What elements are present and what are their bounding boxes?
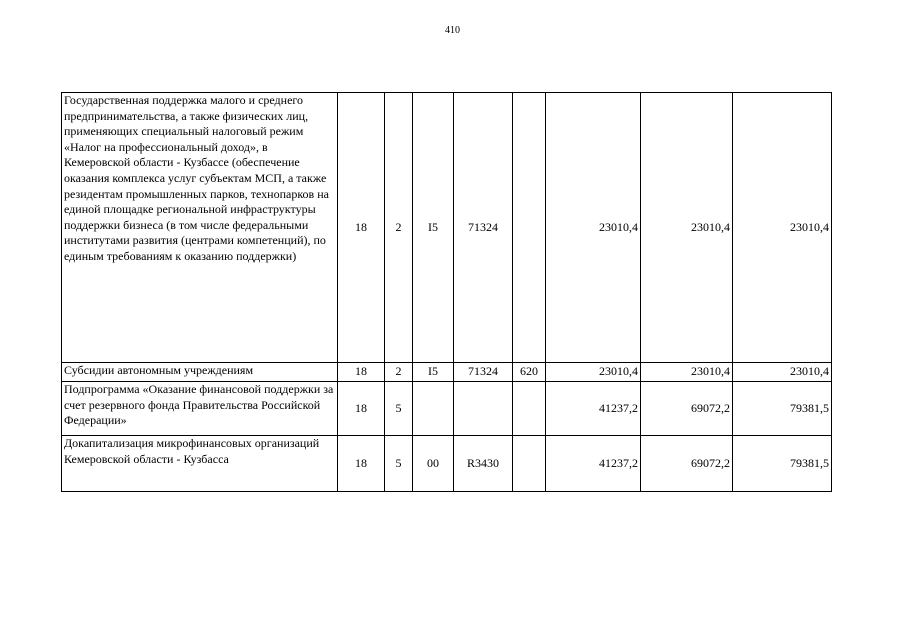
table-row: [62, 93, 832, 363]
amount-year2-cell: 69072,2: [641, 436, 733, 492]
subsection-code-cell: 5: [385, 382, 413, 436]
amount-year3-cell: 23010,4: [733, 93, 832, 363]
expense-type-cell: [513, 436, 546, 492]
program-code-cell: 00: [413, 436, 454, 492]
section-code-cell: 18: [338, 93, 385, 363]
amount-year2-cell: 23010,4: [641, 363, 733, 382]
budget-table: [61, 92, 832, 492]
expense-type-cell: [513, 382, 546, 436]
table-row: [62, 382, 832, 436]
section-code-cell: 18: [338, 382, 385, 436]
row-name-cell: Субсидии автономным учреждениям: [62, 363, 338, 382]
amount-year3-cell: 79381,5: [733, 382, 832, 436]
amount-year1-cell: 41237,2: [546, 382, 641, 436]
subsection-code-cell: 2: [385, 363, 413, 382]
amount-year3-cell: 23010,4: [733, 363, 832, 382]
row-name-cell: Подпрограмма «Оказание финансовой поддержки за счет резервного фонда Правительства Российской Федерации»: [62, 382, 338, 436]
subsection-code-cell: 2: [385, 93, 413, 363]
section-code-cell: 18: [338, 363, 385, 382]
expense-type-cell: [513, 93, 546, 363]
subsection-code-cell: 5: [385, 436, 413, 492]
expense-code-cell: [454, 382, 513, 436]
row-name-cell: Государственная поддержка малого и среднего предпринимательства, а также физических лиц, применяющих специальный налоговый режим «Налог на профессиональный доход», в Кемеровской области - Кузбассе (обеспечение оказания комплекса услуг субъектам МСП, а также резидентам промышленных парков, технопарков на единой площадке региональной инфраструктуры поддержки бизнеса (в том числе федеральными институтами развития (центрами компетенций), по единым требованиям к оказанию поддержки): [62, 93, 338, 363]
program-code-cell: I5: [413, 363, 454, 382]
section-code-cell: 18: [338, 436, 385, 492]
row-name-cell: Докапитализация микрофинансовых организаций Кемеровской области - Кузбасса: [62, 436, 338, 492]
amount-year2-cell: 69072,2: [641, 382, 733, 436]
expense-code-cell: 71324: [454, 93, 513, 363]
expense-code-cell: R3430: [454, 436, 513, 492]
amount-year1-cell: 41237,2: [546, 436, 641, 492]
page-number: 410: [445, 25, 460, 36]
amount-year3-cell: 79381,5: [733, 436, 832, 492]
expense-type-cell: 620: [513, 363, 546, 382]
table-row: [62, 436, 832, 492]
program-code-cell: [413, 382, 454, 436]
program-code-cell: I5: [413, 93, 454, 363]
amount-year1-cell: 23010,4: [546, 363, 641, 382]
amount-year2-cell: 23010,4: [641, 93, 733, 363]
expense-code-cell: 71324: [454, 363, 513, 382]
amount-year1-cell: 23010,4: [546, 93, 641, 363]
table-row: [62, 363, 832, 382]
